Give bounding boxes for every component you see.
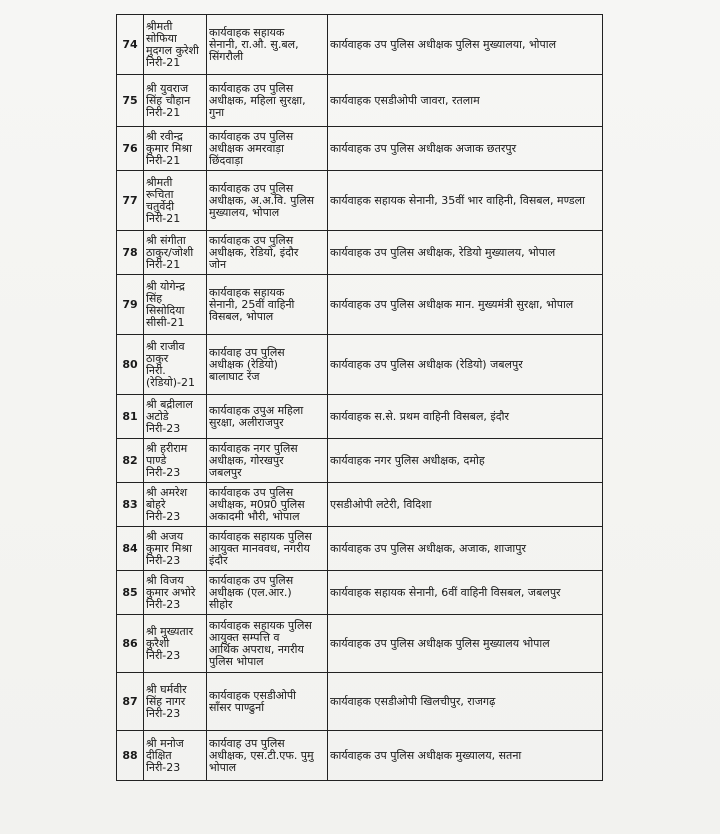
serial-number: 82 <box>117 439 144 483</box>
serial-number: 80 <box>117 335 144 395</box>
officer-name: श्री अमरेश बोहरे निरी-23 <box>144 483 207 527</box>
officer-name: श्री मुख्यतार कुरैशी निरी-23 <box>144 615 207 673</box>
new-posting: कार्यवाहक उप पुलिस अधीक्षक पुलिस मुख्यालया, भोपाल <box>328 15 603 75</box>
serial-number: 77 <box>117 171 144 231</box>
new-posting: कार्यवाहक उप पुलिस अधीक्षक (रेडियो) जबलपुर <box>328 335 603 395</box>
table-row <box>117 231 603 275</box>
serial-number: 78 <box>117 231 144 275</box>
current-posting: कार्यवाह उप पुलिस अधीक्षक, एस.टी.एफ. पुमु भोपाल <box>207 731 328 781</box>
serial-number: 79 <box>117 275 144 335</box>
officer-name: श्रीमती सोफिया मुदगल कुरेशी निरी-21 <box>144 15 207 75</box>
serial-number: 75 <box>117 75 144 127</box>
serial-number: 76 <box>117 127 144 171</box>
new-posting: कार्यवाहक सहायक सेनानी, 35वीं भार वाहिनी, विसबल, मण्डला <box>328 171 603 231</box>
officer-name: श्री घर्मवीर सिंह नागर निरी-23 <box>144 673 207 731</box>
transfer-orders-table <box>116 14 603 781</box>
new-posting: कार्यवाहक उप पुलिस अधीक्षक पुलिस मुख्यालय भोपाल <box>328 615 603 673</box>
current-posting: कार्यवाहक सहायक पुलिस आयुक्त सम्पत्ति व आर्थिक अपराध, नगरीय पुलिस भोपाल <box>207 615 328 673</box>
serial-number: 86 <box>117 615 144 673</box>
current-posting: कार्यवाहक नगर पुलिस अधीक्षक, गोरखपुर जबलपुर <box>207 439 328 483</box>
new-posting: कार्यवाहक नगर पुलिस अधीक्षक, दमोह <box>328 439 603 483</box>
current-posting: कार्यवाहक एसडीओपी साँसर पाण्ढुर्ना <box>207 673 328 731</box>
current-posting: कार्यवाहक उप पुलिस अधीक्षक, म0प्र0 पुलिस अकादमी भौरी, भोपाल <box>207 483 328 527</box>
new-posting: कार्यवाहक उप पुलिस अधीक्षक मान. मुख्यमंत्री सुरक्षा, भोपाल <box>328 275 603 335</box>
officer-name: श्री अजय कुमार मिश्रा निरी-23 <box>144 527 207 571</box>
table-row <box>117 673 603 731</box>
officer-name: श्री संगीता ठाकुर/जोशी निरी-21 <box>144 231 207 275</box>
officer-name: श्री हरीराम पाण्डे निरी-23 <box>144 439 207 483</box>
serial-number: 87 <box>117 673 144 731</box>
table-row <box>117 731 603 781</box>
serial-number: 88 <box>117 731 144 781</box>
table-row <box>117 127 603 171</box>
table-row <box>117 395 603 439</box>
new-posting: कार्यवाहक उप पुलिस अधीक्षक मुख्यालय, सतना <box>328 731 603 781</box>
table-row <box>117 615 603 673</box>
current-posting: कार्यवाहक सहायक सेनानी, रा.औ. सु.बल, सिंगरौली <box>207 15 328 75</box>
current-posting: कार्यवाहक उप पुलिस अधीक्षक, रेडियो, इंदौर जोन <box>207 231 328 275</box>
table-row <box>117 171 603 231</box>
new-posting: कार्यवाहक उप पुलिस अधीक्षक अजाक छतरपुर <box>328 127 603 171</box>
new-posting: एसडीओपी लटेरी, विदिशा <box>328 483 603 527</box>
current-posting: कार्यवाहक उप पुलिस अधीक्षक (एल.आर.) सीहोर <box>207 571 328 615</box>
new-posting: कार्यवाहक एसडीओपी खिलचीपुर, राजगढ़ <box>328 673 603 731</box>
current-posting: कार्यवाहक सहायक सेनानी, 25वीं वाहिनी विसबल, भोपाल <box>207 275 328 335</box>
officer-name: श्री विजय कुमार अभोरे निरी-23 <box>144 571 207 615</box>
serial-number: 83 <box>117 483 144 527</box>
current-posting: कार्यवाह उप पुलिस अधीक्षक (रेडियो) बालाघाट रेंज <box>207 335 328 395</box>
officer-name: श्री मनोज दीक्षित निरी-23 <box>144 731 207 781</box>
current-posting: कार्यवाहक उपुअ महिला सुरक्षा, अलीराजपुर <box>207 395 328 439</box>
table-row <box>117 483 603 527</box>
officer-name: श्री योगेन्द्र सिंह सिसोदिया सीसी-21 <box>144 275 207 335</box>
table-row <box>117 75 603 127</box>
new-posting: कार्यवाहक स.से. प्रथम वाहिनी विसबल, इंदौर <box>328 395 603 439</box>
serial-number: 85 <box>117 571 144 615</box>
new-posting: कार्यवाहक उप पुलिस अधीक्षक, रेडियो मुख्यालय, भोपाल <box>328 231 603 275</box>
table-row <box>117 571 603 615</box>
serial-number: 74 <box>117 15 144 75</box>
table-row <box>117 527 603 571</box>
officer-name: श्रीमती रूचिता चतुर्वेदी निरी-21 <box>144 171 207 231</box>
serial-number: 81 <box>117 395 144 439</box>
officer-name: श्री राजीव ठाकुर निरी. (रेडियो)-21 <box>144 335 207 395</box>
current-posting: कार्यवाहक उप पुलिस अधीक्षक, अ.अ.वि. पुलिस मुख्यालय, भोपाल <box>207 171 328 231</box>
current-posting: कार्यवाहक उप पुलिस अधीक्षक, महिला सुरक्षा, गुना <box>207 75 328 127</box>
table-row <box>117 275 603 335</box>
table-row <box>117 335 603 395</box>
officer-name: श्री रवीन्द्र कुमार मिश्रा निरी-21 <box>144 127 207 171</box>
current-posting: कार्यवाहक उप पुलिस अधीक्षक अमरवाड़ा छिंदवाड़ा <box>207 127 328 171</box>
new-posting: कार्यवाहक उप पुलिस अधीक्षक, अजाक, शाजापुर <box>328 527 603 571</box>
current-posting: कार्यवाहक सहायक पुलिस आयुक्त मानववध, नगरीय इंदौर <box>207 527 328 571</box>
officer-name: श्री युवराज सिंह चौहान निरी-21 <box>144 75 207 127</box>
officer-name: श्री बद्रीलाल अटोडे निरी-23 <box>144 395 207 439</box>
serial-number: 84 <box>117 527 144 571</box>
table-row <box>117 439 603 483</box>
new-posting: कार्यवाहक एसडीओपी जावरा, रतलाम <box>328 75 603 127</box>
new-posting: कार्यवाहक सहायक सेनानी, 6वीं वाहिनी विसबल, जबलपुर <box>328 571 603 615</box>
table-row <box>117 15 603 75</box>
